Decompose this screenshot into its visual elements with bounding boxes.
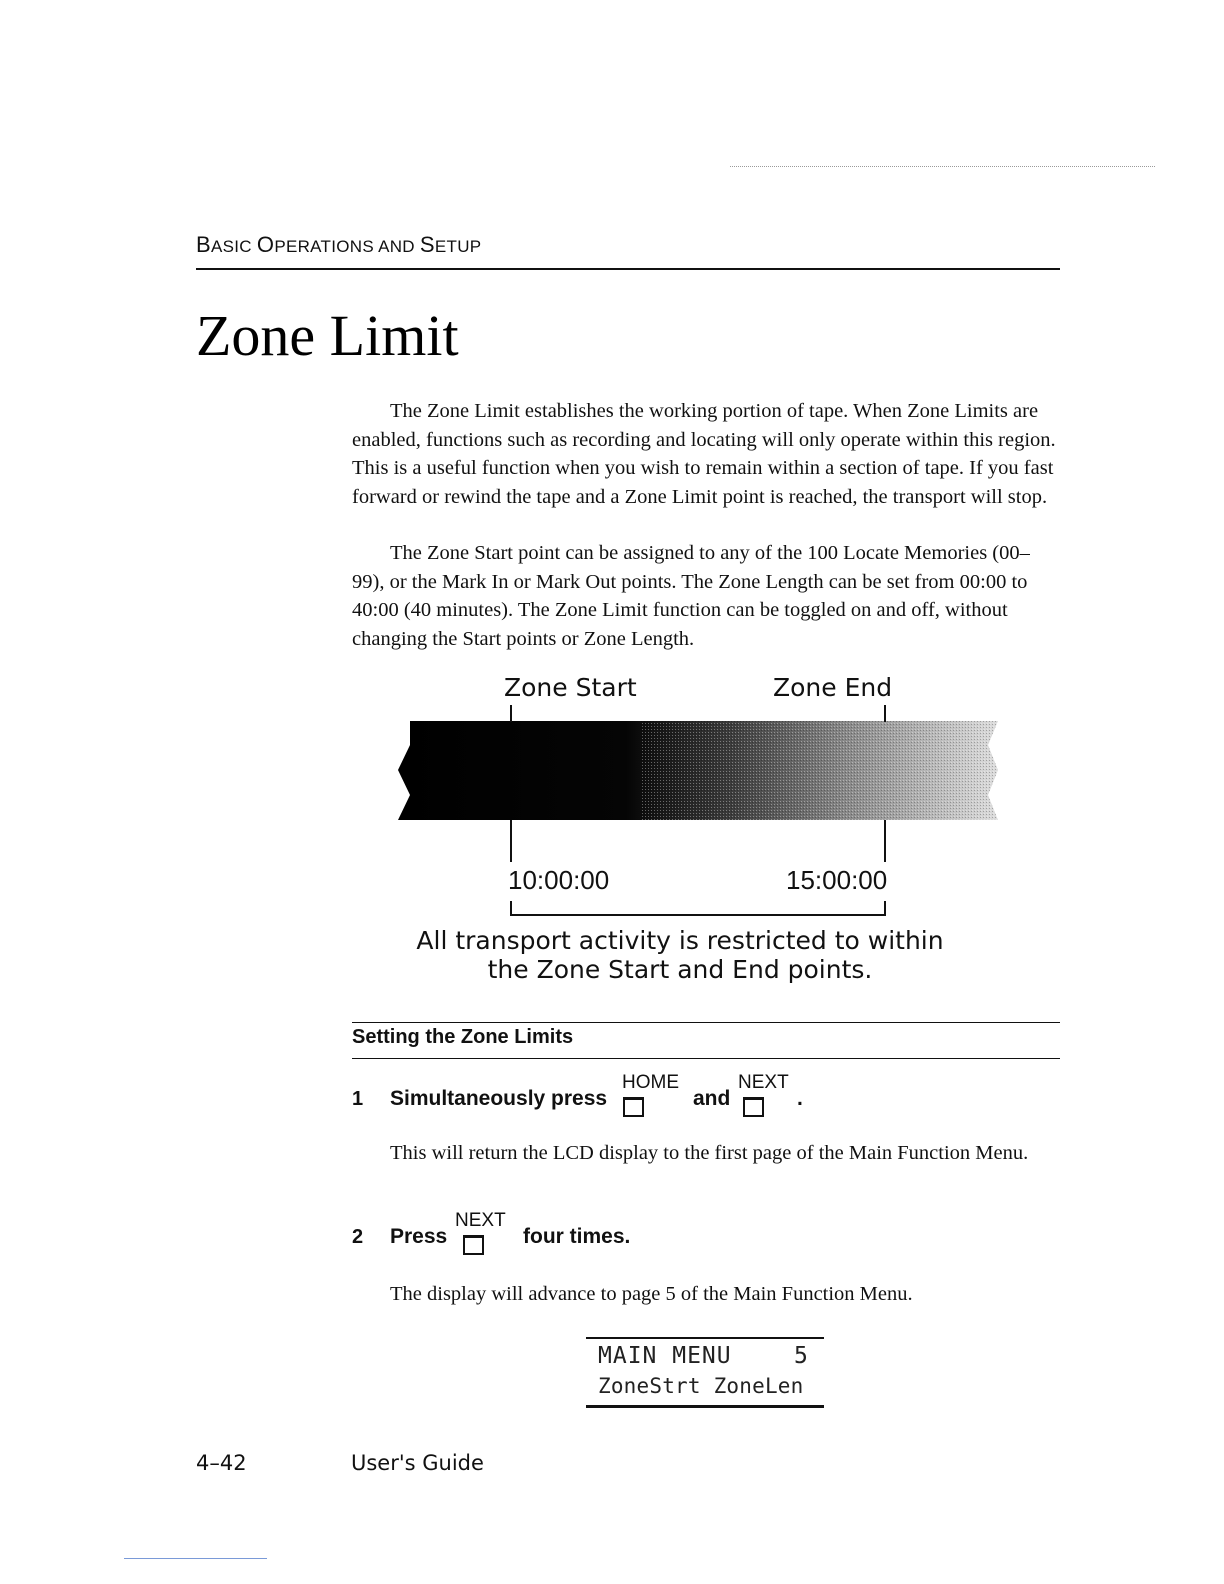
- figure-caption: All transport activity is restricted to within the Zone Start and End points.: [416, 926, 944, 984]
- tape-strip: [398, 721, 998, 820]
- lcd-line-1: MAIN MENU: [598, 1343, 732, 1369]
- lcd-line-2: ZoneStrt ZoneLen: [598, 1374, 804, 1398]
- next-key-button[interactable]: [743, 1097, 764, 1117]
- top-dotted-rule: [730, 166, 1155, 167]
- step-2-suffix: four times.: [523, 1225, 631, 1248]
- zone-end-label: Zone End: [773, 673, 893, 702]
- header-rule: [196, 268, 1060, 270]
- step-2-number: 2: [352, 1226, 364, 1248]
- home-key-label: HOME: [622, 1072, 679, 1093]
- next-key-button-step2[interactable]: [463, 1235, 484, 1255]
- bottom-mark: [124, 1558, 267, 1559]
- subsection-heading: Setting the Zone Limits: [352, 1026, 574, 1048]
- step-1-note: This will return the LCD display to the first page of the Main Function Menu.: [390, 1142, 1029, 1164]
- subsection-rule-bottom: [352, 1058, 1060, 1059]
- next-key-label-step2: NEXT: [455, 1210, 506, 1231]
- lcd-page-number: 5: [794, 1343, 808, 1369]
- step-2-note: The display will advance to page 5 of the Main Function Menu.: [390, 1283, 913, 1305]
- step-1-number: 1: [352, 1088, 364, 1110]
- zone-start-time: 10:00:00: [508, 865, 610, 895]
- subsection-rule-top: [352, 1022, 1060, 1023]
- zone-bracket: [511, 901, 885, 915]
- step-1-prefix: Simultaneously press: [390, 1087, 608, 1110]
- zone-start-paragraph: The Zone Start point can be assigned to any of the 100 Locate Memories (00–99), or the Mark In or Mark Out points. The Zone Length can be set from 00:00 to 40:00 (40 minutes). The Zone Limit function can be toggled on and off, without changing the Start points or Zone Length.: [352, 542, 1030, 650]
- zone-end-time: 15:00:00: [786, 865, 888, 895]
- step-1-connector: and: [693, 1087, 731, 1110]
- zone-start-label: Zone Start: [504, 673, 637, 702]
- page-number: 4–42: [196, 1451, 247, 1475]
- lcd-display: [586, 1337, 824, 1408]
- next-key-label: NEXT: [738, 1072, 789, 1093]
- intro-paragraph: The Zone Limit establishes the working portion of tape. When Zone Limits are enabled, functions such as recording and locating will only operate within this region. This is a useful function when you wish to remain within a section of tape. If you fast forward or rewind the tape and a Zone Limit point is reached, the transport will stop.: [352, 400, 1056, 508]
- home-key-button[interactable]: [623, 1097, 644, 1117]
- section-header: BASIC OPERATIONS AND SETUP: [196, 232, 482, 257]
- step-2-prefix: Press: [390, 1225, 448, 1248]
- page-title: Zone Limit: [196, 303, 459, 368]
- guide-title: User's Guide: [351, 1451, 484, 1475]
- step-1-suffix: .: [797, 1087, 803, 1110]
